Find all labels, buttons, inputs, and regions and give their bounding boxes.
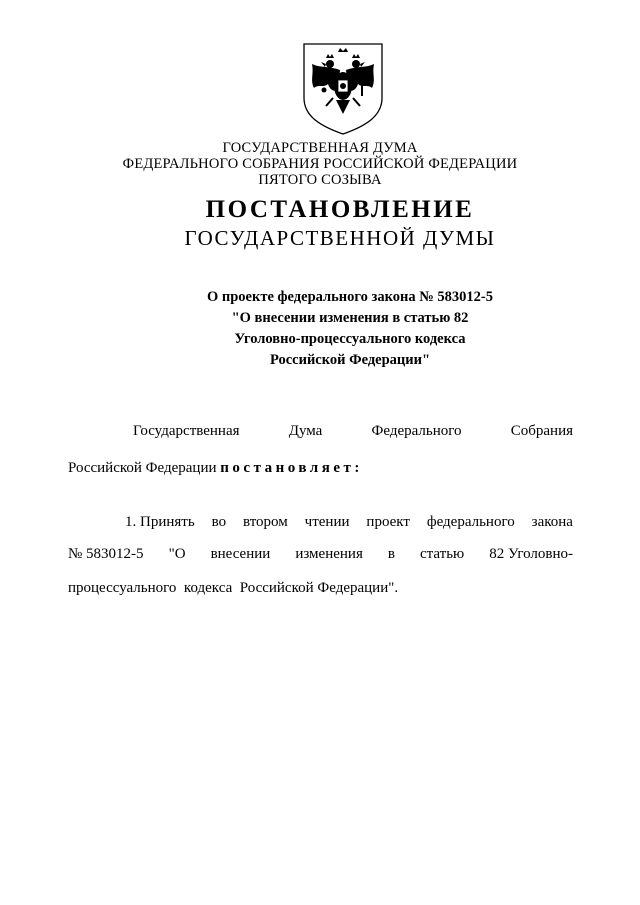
resolves-word: постановляет: [220,460,363,476]
item-line [125,514,573,531]
subject-line: Уголовно-процессуального кодекса [234,331,466,347]
item-word: втором [242,514,288,530]
item-word: изменения [295,546,363,562]
preamble-word: Федерального [371,423,462,439]
issuer-line-convocation: ПЯТОГО СОЗЫВА [258,172,382,188]
item-word: статью [419,546,465,562]
item-word: проект [366,514,410,530]
item-word: чтении [304,514,350,530]
item-word: закона [531,514,573,530]
preamble-prefix: Российской Федерации [68,460,217,476]
item-line-3: процессуального кодекса Российской Федерации". [68,580,399,596]
issuer-line-duma: ГОСУДАРСТВЕННАЯ ДУМА [222,140,418,156]
resolution-subject [165,287,535,371]
item-word: во [211,514,227,530]
item-word: 82 Уголовно- [489,546,573,562]
subject-line: "О внесении изменения в статью 82 [231,310,469,326]
item-word: "О [168,546,186,562]
document-title: ПОСТАНОВЛЕНИЕ [205,196,475,223]
issuer-header [0,140,640,188]
subject-line: Российской Федерации" [269,352,431,368]
item-word: внесении [210,546,271,562]
item-word: в [387,546,395,562]
issuer-line-assembly: ФЕДЕРАЛЬНОГО СОБРАНИЯ РОССИЙСКОЙ ФЕДЕРАЦИИ [122,156,518,172]
preamble-line [133,423,573,440]
double-headed-eagle-icon [300,40,386,136]
subject-line: О проекте федерального закона № 583012-5 [206,289,494,305]
preamble-word: Государственная [133,423,240,439]
preamble-word: Собрания [510,423,573,439]
preamble-word: Дума [288,423,323,439]
item-word: № 583012-5 [68,546,144,562]
item-word: 1. Принять [125,514,195,530]
item-line [68,546,573,563]
item-word: федерального [426,514,515,530]
document-subtitle: ГОСУДАРСТВЕННОЙ ДУМЫ [184,226,496,250]
preamble-line-2 [68,460,363,477]
